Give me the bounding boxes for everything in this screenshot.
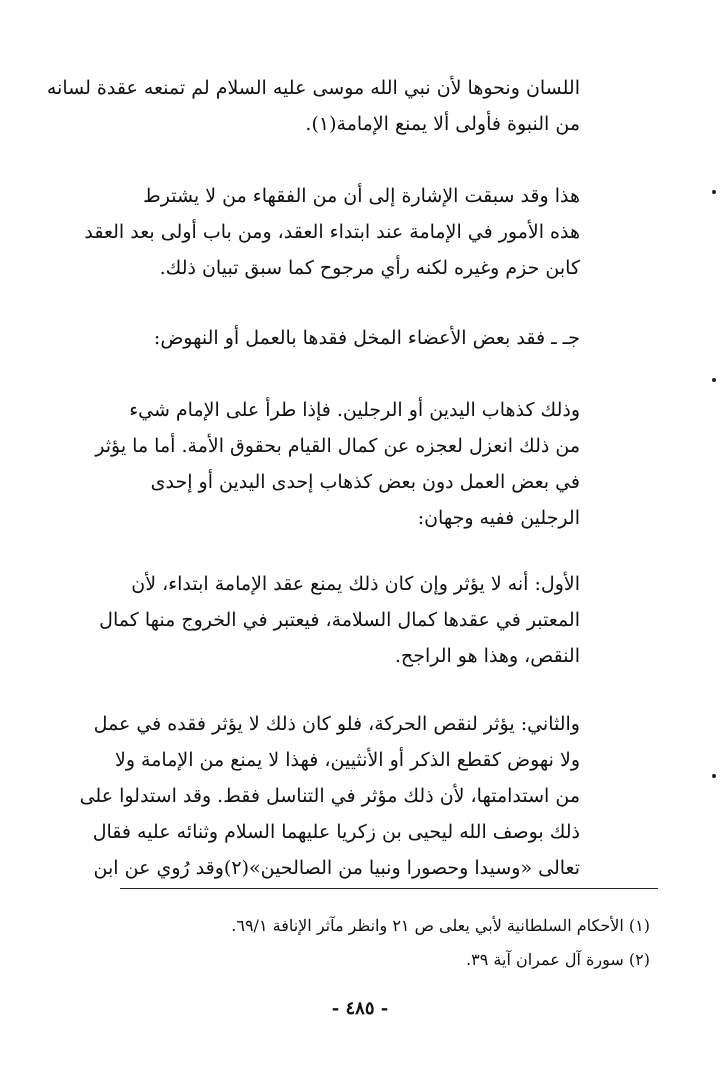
footnote-1: (١) الأحكام السلطانية لأبي يعلى ص ٢١ وانظر مآثر الإنافة ٦٩/١.: [231, 916, 650, 935]
text-line: هذا وقد سبقت الإشارة إلى أن من الفقهاء من لا يشترط: [143, 185, 580, 207]
text-line: ولا نهوض كقطع الذكر أو الأنثيين، فهذا لا يمنع من الإمامة ولا: [115, 749, 580, 771]
text-line: ذلك بوصف الله ليحيى بن زكريا عليهما السلام وثنائه عليه فقال: [92, 821, 580, 843]
section-heading: [110, 320, 580, 356]
text-line: المعتبر في عقدها كمال السلامة، فيعتبر في الخروج منها كمال: [99, 609, 580, 631]
scan-speck: [712, 190, 716, 194]
page-number: - ٤٨٥ -: [331, 998, 389, 1019]
text-line: اللسان ونحوها لأن نبي الله موسى عليه السلام لم تمنعه عقدة لسانه: [46, 77, 580, 99]
text-line: في بعض العمل دون بعض كذهاب إحدى اليدين أو إحدى: [150, 471, 580, 493]
text-line: كابن حزم وغيره لكنه رأي مرجوح كما سبق تبيان ذلك.: [159, 257, 580, 279]
text-line: تعالى «وسيدا وحصورا ونبيا من الصالحين»(٢)وقد رُوي عن ابن: [93, 857, 580, 879]
paragraph-4: [95, 392, 580, 536]
text-line: جـ ـ فقد بعض الأعضاء المخل فقدها بالعمل أو النهوض:: [153, 327, 580, 349]
paragraph-5: [99, 566, 580, 674]
text-line: النقص، وهذا هو الراجح.: [394, 645, 580, 667]
text-line: الأول: أنه لا يؤثر وإن كان ذلك يمنع عقد الإمامة ابتداء، لأن: [131, 573, 580, 595]
text-line: من استدامتها، لأن ذلك مؤثر في التناسل فقط. وقد استدلوا على: [79, 785, 580, 807]
text-line: والثاني: يؤثر لنقص الحركة، فلو كان ذلك لا يؤثر فقده في عمل: [93, 713, 580, 735]
footnote-2: (٢) سورة آل عمران آية ٣٩.: [466, 950, 650, 969]
text-line: وذلك كذهاب اليدين أو الرجلين. فإذا طرأ على الإمام شيء: [129, 399, 580, 421]
paragraph-2: [84, 178, 580, 286]
footnote-divider: [120, 888, 658, 889]
paragraph-1: [46, 70, 580, 142]
text-line: هذه الأمور في الإمامة عند ابتداء العقد، ومن باب أولى بعد العقد: [84, 221, 580, 243]
text-line: من النبوة فأولى ألا يمنع الإمامة(١).: [305, 113, 580, 135]
text-line: الرجلين ففيه وجهان:: [417, 507, 580, 529]
scan-speck: [712, 774, 716, 778]
paragraph-6: [79, 706, 580, 886]
scan-speck: [712, 378, 716, 382]
text-line: من ذلك انعزل لعجزه عن كمال القيام بحقوق الأمة. أما ما يؤثر: [95, 435, 580, 457]
